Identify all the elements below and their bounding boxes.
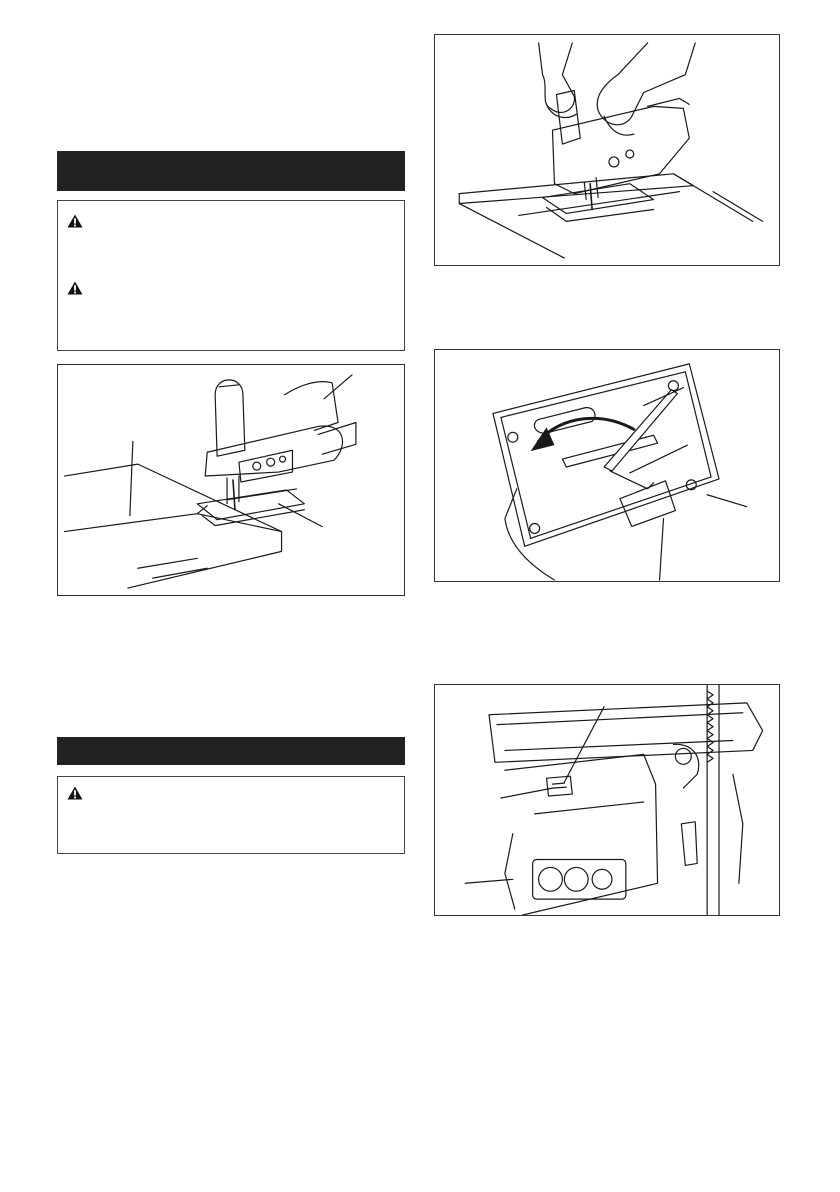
jigsaw-two-hands-illustration (435, 35, 779, 265)
section-heading-bar-2 (57, 737, 405, 765)
figure-jigsaw-two-hands (434, 34, 780, 266)
footer-cropped-text-strip (0, 1186, 840, 1192)
section-heading-bar-1 (57, 151, 405, 191)
warning-triangle-icon (67, 214, 83, 228)
warning-triangle-icon (67, 786, 83, 800)
jigsaw-cutting-board-illustration (58, 365, 404, 595)
warning-triangle-icon (67, 281, 83, 295)
figure-base-hex-wrench (434, 349, 780, 582)
figure-jigsaw-cutting-board (57, 364, 405, 596)
base-hex-wrench-illustration (435, 350, 779, 581)
base-bevel-scale-illustration (435, 685, 779, 915)
figure-base-bevel-scale (434, 684, 780, 916)
warning-box-2 (57, 776, 405, 854)
warning-box-1 (57, 200, 405, 351)
